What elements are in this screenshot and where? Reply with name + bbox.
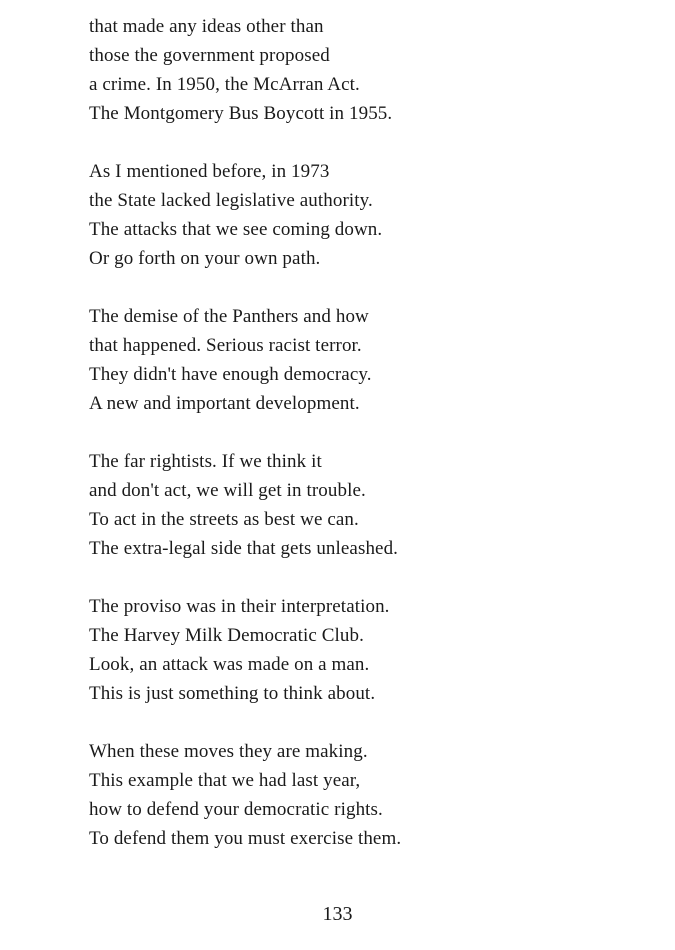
stanza-4 (89, 447, 609, 563)
poem-line: This example that we had last year, (89, 770, 361, 791)
poem-line: Or go forth on your own path. (89, 248, 321, 269)
poem-line: As I mentioned before, in 1973 (89, 161, 330, 182)
poem-line: the State lacked legislative authority. (89, 190, 373, 211)
poem-line: This is just something to think about. (89, 683, 376, 704)
stanza-2 (89, 157, 609, 273)
poem-line: a crime. In 1950, the McArran Act. (89, 74, 360, 95)
poem-line: and don't act, we will get in trouble. (89, 480, 366, 501)
stanza-6 (89, 737, 609, 853)
stanza-3 (89, 302, 609, 418)
poem-line: that made any ideas other than (89, 16, 324, 37)
poem-body (89, 12, 609, 882)
poem-line: They didn't have enough democracy. (89, 364, 372, 385)
poem-line: The Montgomery Bus Boycott in 1955. (89, 103, 393, 124)
poem-line: To act in the streets as best we can. (89, 509, 359, 530)
poem-line: that happened. Serious racist terror. (89, 335, 362, 356)
poem-line: The proviso was in their interpretation. (89, 596, 390, 617)
stanza-1 (89, 12, 609, 128)
stanza-5 (89, 592, 609, 708)
poem-line: To defend them you must exercise them. (89, 828, 402, 849)
poem-line: The far rightists. If we think it (89, 451, 322, 472)
poem-line: how to defend your democratic rights. (89, 799, 383, 820)
poem-line: The Harvey Milk Democratic Club. (89, 625, 364, 646)
page-number: 133 (322, 903, 353, 925)
poem-line: Look, an attack was made on a man. (89, 654, 370, 675)
poem-line: those the government proposed (89, 45, 330, 66)
poem-line: When these moves they are making. (89, 741, 368, 762)
poem-line: The attacks that we see coming down. (89, 219, 383, 240)
poem-line: A new and important development. (89, 393, 360, 414)
poem-line: The demise of the Panthers and how (89, 306, 369, 327)
poem-line: The extra-legal side that gets unleashed. (89, 538, 399, 559)
